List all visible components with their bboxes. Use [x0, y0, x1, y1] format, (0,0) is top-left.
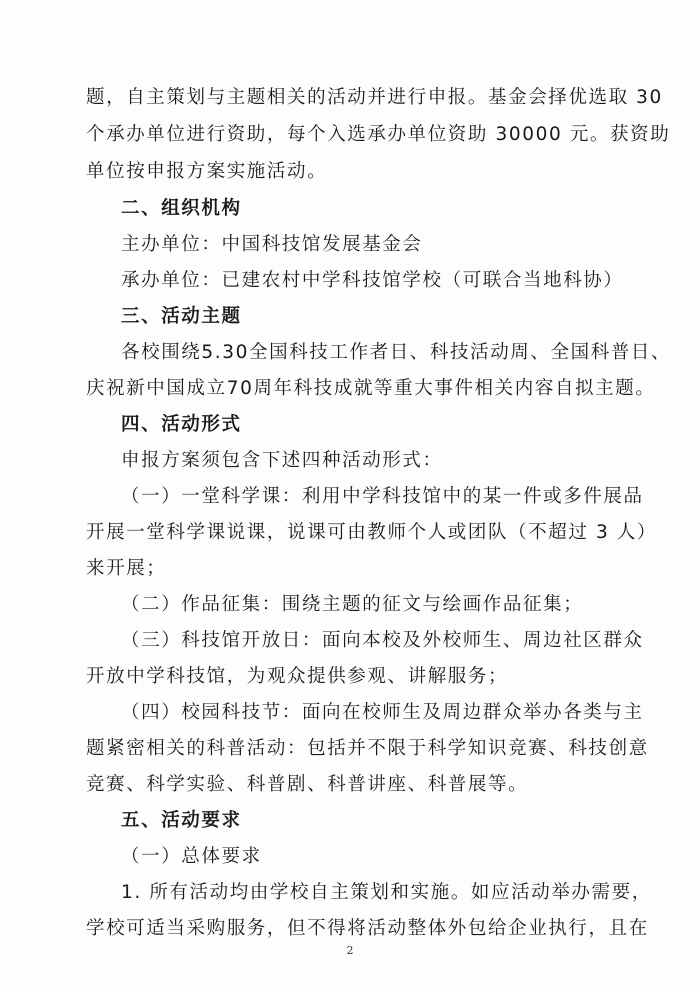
body-text-line: （二）作品征集：围绕主题的征文与绘画作品征集； — [121, 594, 584, 615]
body-text-line: 题紧密相关的科普活动：包括并不限于科学知识竞赛、科技创意 — [86, 738, 649, 759]
body-text-line: 1. 所有活动均由学校自主策划和实施。如应活动举办需要， — [121, 882, 652, 903]
body-text-line: 开展一堂科学课说课，说课可由教师个人或团队（不超过 3 人） — [86, 522, 658, 543]
section-heading: 五、活动要求 — [121, 810, 242, 831]
section-heading: 三、活动主题 — [121, 306, 242, 327]
body-text-line: （一）一堂科学课：利用中学科技馆中的某一件或多件展品 — [121, 486, 644, 507]
subsection-heading: （一）总体要求 — [121, 846, 262, 867]
body-text-line: （三）科技馆开放日：面向本校及外校师生、周边社区群众 — [121, 630, 644, 651]
body-text-line: 个承办单位进行资助，每个入选承办单位资助 30000 元。获资助 — [86, 124, 671, 145]
page-number: 2 — [346, 944, 354, 957]
body-text-line: 各校围绕5.30全国科技工作者日、科技活动周、全国科普日、 — [121, 342, 672, 363]
body-text-line: 主办单位：中国科技馆发展基金会 — [121, 234, 423, 255]
body-text-line: 开放中学科技馆，为观众提供参观、讲解服务； — [86, 666, 509, 687]
body-text-line: 来开展； — [86, 558, 167, 579]
body-text-line: 竞赛、科学实验、科普剧、科普讲座、科普展等。 — [86, 774, 529, 795]
body-text-line: 单位按申报方案实施活动。 — [86, 161, 328, 182]
body-text-line: 庆祝新中国成立70周年科技成就等重大事件相关内容自拟主题。 — [86, 378, 656, 399]
body-text-line: 学校可适当采购服务，但不得将活动整体外包给企业执行，且在 — [86, 918, 649, 939]
body-text-line: 申报方案须包含下述四种活动形式： — [121, 450, 443, 471]
body-text-line: 承办单位：已建农村中学科技馆学校（可联合当地科协） — [121, 270, 624, 291]
section-heading: 四、活动形式 — [121, 414, 242, 435]
body-text-line: （四）校园科技节：面向在校师生及周边群众举办各类与主 — [121, 702, 644, 723]
body-text-line: 题，自主策划与主题相关的活动并进行申报。基金会择优选取 30 — [86, 87, 663, 108]
section-heading: 二、组织机构 — [121, 198, 242, 219]
